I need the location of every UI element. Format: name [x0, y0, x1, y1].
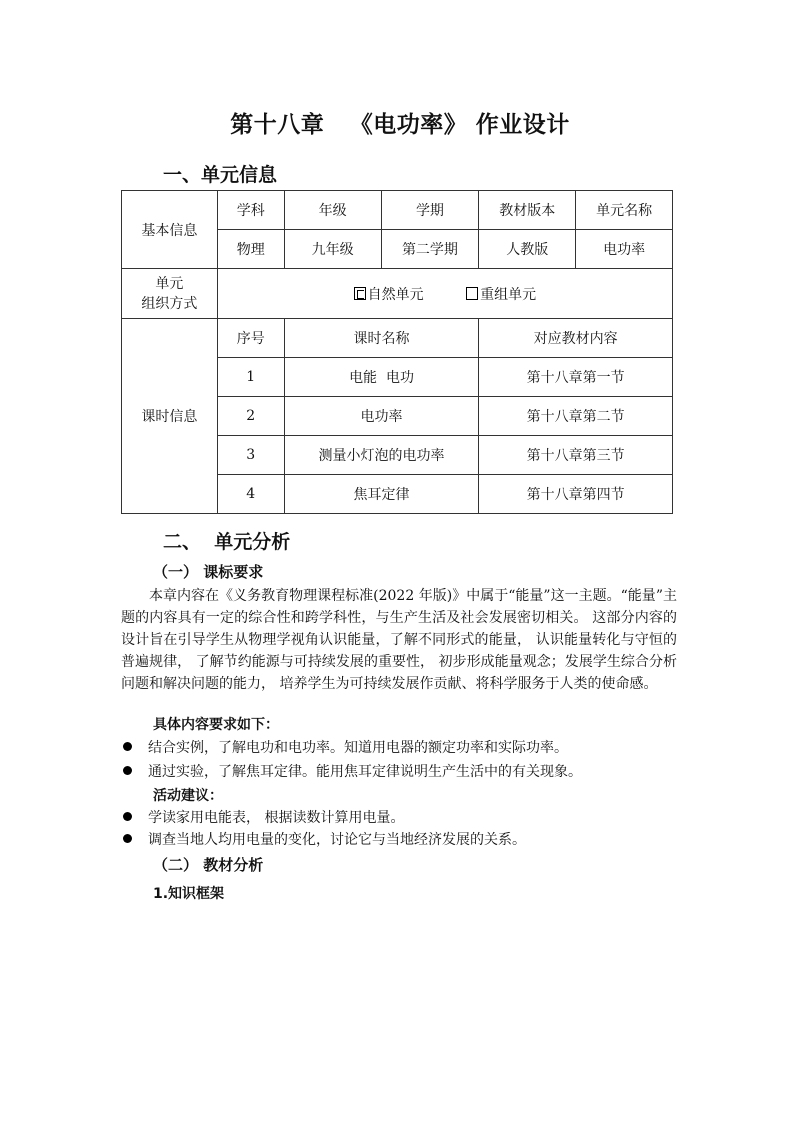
table-cell: 第二学期: [381, 230, 479, 269]
natural-unit-label: 自然单元: [367, 286, 424, 303]
table-row: [122, 269, 673, 319]
textbook-analysis-heading: （二） 教材分析: [153, 856, 264, 874]
regroup-unit-label: 重组单元: [480, 286, 537, 303]
lesson-name: 电能 电功: [284, 358, 479, 397]
list-item: [121, 761, 681, 783]
table-cell: 物理: [217, 230, 284, 269]
unchecked-box-icon[interactable]: [466, 287, 478, 300]
list-item: [121, 737, 681, 759]
table-header-cell: 单元名称: [576, 191, 673, 230]
curriculum-paragraph: [121, 585, 677, 695]
activity-text: 学读家用电能表， 根据读数计算用电量。: [148, 810, 405, 826]
table-header-cell: 序号: [217, 319, 284, 358]
table-row: [122, 191, 673, 230]
org-label-line2: 组织方式: [141, 295, 198, 312]
page-title: 第十八章 《电功率》 作业设计: [230, 112, 570, 138]
section-unit-info-heading: 一、单元信息: [163, 164, 278, 186]
table-row: [122, 319, 673, 358]
list-item: [121, 807, 681, 829]
table-cell: 电功率: [576, 230, 673, 269]
table-header-cell: 学科: [217, 191, 284, 230]
org-label: [122, 269, 218, 319]
requirement-text: 通过实验，了解焦耳定律。能用焦耳定律说明生产生活中的有关现象。: [148, 764, 582, 780]
checked-box-icon[interactable]: [354, 287, 366, 300]
lesson-no: 3: [217, 436, 284, 475]
regroup-unit-option[interactable]: [466, 284, 536, 304]
table-cell: 九年级: [284, 230, 381, 269]
lesson-name: 焦耳定律: [284, 475, 479, 514]
table-header-cell: 学期: [381, 191, 479, 230]
lesson-no: 2: [217, 397, 284, 436]
knowledge-framework-heading: 1.知识框架: [153, 886, 225, 902]
unit-info-table: [121, 190, 673, 514]
lesson-content: 第十八章第三节: [479, 436, 673, 475]
curriculum-paragraph-text: 本章内容在《义务教育物理课程标准(2022 年版)》中属于“能量”这一主题。“能量”主题的内容具有一定的综合性和跨学科性，与生产生活及社会发展密切相关。 这部分内容的设计旨在引导学生从物理学视角认识能量，了解不同形式的能量， 认识能量转化与守恒的普遍规律， 了解节约能源与可持续发展的重要性， 初步形成能量观念；发展学生综合分析问题和解决问题的能力， 培养学生为可持续发展作贡献、将科学服务于人类的使命感。: [121, 588, 677, 692]
requirements-title: 具体内容要求如下：: [153, 717, 279, 733]
lesson-name: 电功率: [284, 397, 479, 436]
lesson-name: 测量小灯泡的电功率: [284, 436, 479, 475]
activities-title: 活动建议：: [153, 788, 223, 804]
lesson-info-label: 课时信息: [122, 319, 218, 514]
org-label-line1: 单元: [155, 275, 184, 292]
basic-info-label: 基本信息: [122, 191, 218, 269]
lesson-no: 4: [217, 475, 284, 514]
bullet-icon: [123, 834, 132, 843]
lesson-content: 第十八章第四节: [479, 475, 673, 514]
lesson-no: 1: [217, 358, 284, 397]
bullet-icon: [123, 812, 132, 821]
section-unit-analysis-heading: 二、 单元分析: [163, 531, 291, 553]
bullet-icon: [123, 766, 132, 775]
bullet-icon: [123, 742, 132, 751]
table-cell: 人教版: [479, 230, 576, 269]
table-header-cell: 教材版本: [479, 191, 576, 230]
table-header-cell: 对应教材内容: [479, 319, 673, 358]
curriculum-requirements-heading: （一） 课标要求: [153, 563, 264, 581]
org-options: [217, 269, 672, 319]
natural-unit-option[interactable]: [354, 284, 424, 304]
lesson-content: 第十八章第二节: [479, 397, 673, 436]
activity-text: 调查当地人均用电量的变化，讨论它与当地经济发展的关系。: [148, 832, 526, 848]
table-header-cell: 年级: [284, 191, 381, 230]
requirement-text: 结合实例，了解电功和电功率。知道用电器的额定功率和实际功率。: [148, 740, 568, 756]
lesson-content: 第十八章第一节: [479, 358, 673, 397]
table-header-cell: 课时名称: [284, 319, 479, 358]
list-item: [121, 829, 681, 851]
